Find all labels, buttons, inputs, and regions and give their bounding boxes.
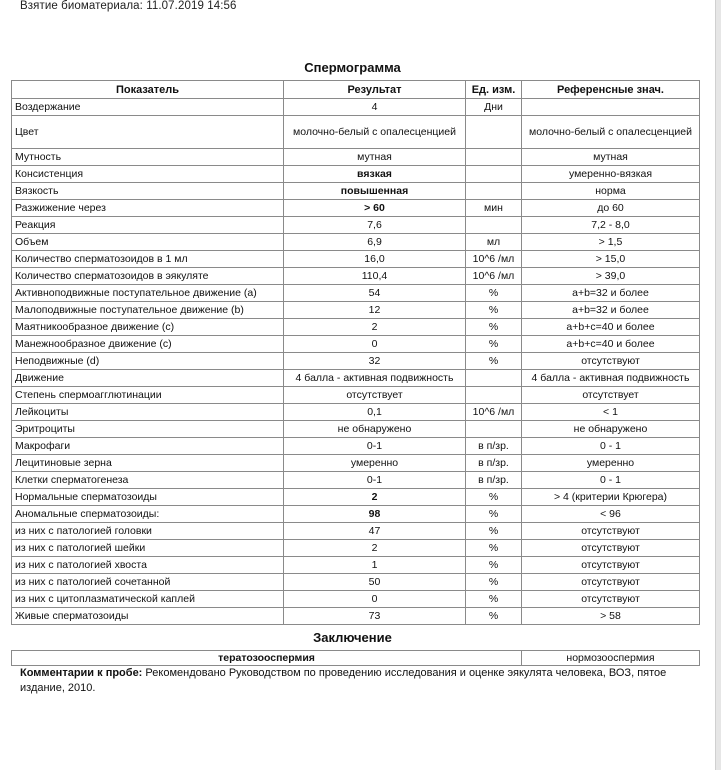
result-cell: 54 — [284, 285, 466, 302]
indicator-cell: из них с патологией сочетанной — [12, 574, 284, 591]
reference-cell: a+b+c=40 и более — [522, 319, 700, 336]
indicator-cell: Объем — [12, 234, 284, 251]
indicator-cell: Неподвижные (d) — [12, 353, 284, 370]
comment-text: Рекомендовано Руководством по проведению исследования и оценке эякулята человека, ВОЗ, пятое издание, 2010. — [20, 667, 667, 694]
reference-cell: > 58 — [522, 608, 700, 625]
indicator-cell: Макрофаги — [12, 438, 284, 455]
table-row — [12, 472, 700, 489]
comment-label: Комментарии к пробе: — [20, 667, 143, 679]
unit-cell — [466, 421, 522, 438]
table-row — [12, 217, 700, 234]
table-row — [12, 251, 700, 268]
result-cell: 50 — [284, 574, 466, 591]
reference-cell — [522, 99, 700, 116]
unit-cell — [466, 217, 522, 234]
result-cell: 0,1 — [284, 404, 466, 421]
indicator-cell: Разжижение через — [12, 200, 284, 217]
column-header-unit: Ед. изм. — [466, 81, 522, 99]
result-cell: отсутствует — [284, 387, 466, 404]
result-cell: 98 — [284, 506, 466, 523]
unit-cell: % — [466, 540, 522, 557]
indicator-cell: Реакция — [12, 217, 284, 234]
conclusion-reference: нормозооспермия — [522, 651, 700, 666]
indicator-cell: из них с патологией головки — [12, 523, 284, 540]
column-header-reference: Референсные знач. — [522, 81, 700, 99]
result-cell: 1 — [284, 557, 466, 574]
reference-cell: отсутствуют — [522, 353, 700, 370]
reference-cell: отсутствуют — [522, 523, 700, 540]
indicator-cell: из них с патологией хвоста — [12, 557, 284, 574]
table-row — [12, 591, 700, 608]
unit-cell: % — [466, 319, 522, 336]
reference-cell: < 1 — [522, 404, 700, 421]
result-cell: 2 — [284, 489, 466, 506]
unit-cell: Дни — [466, 99, 522, 116]
unit-cell: в п/зр. — [466, 438, 522, 455]
reference-cell: не обнаружено — [522, 421, 700, 438]
reference-cell: отсутствуют — [522, 574, 700, 591]
indicator-cell: Степень спермоагглютинации — [12, 387, 284, 404]
spermogram-table — [11, 80, 700, 625]
indicator-cell: Воздержание — [12, 99, 284, 116]
table-row — [12, 285, 700, 302]
table-row — [12, 183, 700, 200]
unit-cell: 10^6 /мл — [466, 251, 522, 268]
unit-cell: мл — [466, 234, 522, 251]
indicator-cell: Маятникообразное движение (c) — [12, 319, 284, 336]
table-row — [12, 557, 700, 574]
table-row — [12, 438, 700, 455]
indicator-cell: Клетки сперматогенеза — [12, 472, 284, 489]
table-row — [12, 506, 700, 523]
result-cell: 0-1 — [284, 472, 466, 489]
reference-cell: 4 балла - активная подвижность — [522, 370, 700, 387]
table-row — [12, 336, 700, 353]
column-header-result: Результат — [284, 81, 466, 99]
reference-cell: отсутствует — [522, 387, 700, 404]
unit-cell: % — [466, 285, 522, 302]
result-cell: 16,0 — [284, 251, 466, 268]
result-cell: 7,6 — [284, 217, 466, 234]
table-row — [12, 319, 700, 336]
table-row — [12, 455, 700, 472]
indicator-cell: Малоподвижные поступательное движение (b) — [12, 302, 284, 319]
indicator-cell: Лецитиновые зерна — [12, 455, 284, 472]
result-cell: 0 — [284, 336, 466, 353]
indicator-cell: из них с патологией шейки — [12, 540, 284, 557]
table-row — [12, 200, 700, 217]
indicator-cell: Аномальные сперматозоиды: — [12, 506, 284, 523]
reference-cell: a+b+c=40 и более — [522, 336, 700, 353]
report-title: Спермограмма — [304, 60, 401, 75]
reference-cell: умеренно — [522, 455, 700, 472]
reference-cell: молочно-белый с опалесценцией — [522, 116, 700, 149]
sample-taken-datetime: Взятие биоматериала: 11.07.2019 14:56 — [20, 0, 237, 12]
conclusion-title: Заключение — [313, 630, 392, 645]
table-row — [12, 234, 700, 251]
sample-comment — [20, 666, 690, 696]
unit-cell — [466, 183, 522, 200]
unit-cell: мин — [466, 200, 522, 217]
conclusion-table — [11, 650, 700, 666]
unit-cell — [466, 166, 522, 183]
table-row — [12, 489, 700, 506]
indicator-cell: Количество сперматозоидов в эякуляте — [12, 268, 284, 285]
table-header-row — [12, 81, 700, 99]
reference-cell: 0 - 1 — [522, 438, 700, 455]
unit-cell: % — [466, 591, 522, 608]
unit-cell: % — [466, 336, 522, 353]
indicator-cell: Консистенция — [12, 166, 284, 183]
table-row — [12, 370, 700, 387]
result-cell: молочно-белый с опалесценцией — [284, 116, 466, 149]
unit-cell: % — [466, 506, 522, 523]
result-cell: 4 балла - активная подвижность — [284, 370, 466, 387]
table-row — [12, 387, 700, 404]
indicator-cell: Активноподвижные поступательное движение (a) — [12, 285, 284, 302]
result-cell: 32 — [284, 353, 466, 370]
unit-cell: 10^6 /мл — [466, 268, 522, 285]
indicator-cell: Цвет — [12, 116, 284, 149]
table-row — [12, 99, 700, 116]
result-cell: 47 — [284, 523, 466, 540]
table-row — [12, 421, 700, 438]
result-cell: 12 — [284, 302, 466, 319]
result-cell: 2 — [284, 540, 466, 557]
unit-cell: % — [466, 608, 522, 625]
unit-cell: % — [466, 353, 522, 370]
result-cell: 4 — [284, 99, 466, 116]
result-cell: 73 — [284, 608, 466, 625]
result-cell: вязкая — [284, 166, 466, 183]
indicator-cell: из них с цитоплазматической каплей — [12, 591, 284, 608]
conclusion-result: тератозооспермия — [12, 651, 522, 666]
unit-cell: 10^6 /мл — [466, 404, 522, 421]
indicator-cell: Мутность — [12, 149, 284, 166]
indicator-cell: Живые сперматозоиды — [12, 608, 284, 625]
reference-cell: отсутствуют — [522, 540, 700, 557]
result-cell: умеренно — [284, 455, 466, 472]
table-row — [12, 149, 700, 166]
unit-cell — [466, 149, 522, 166]
reference-cell: > 39,0 — [522, 268, 700, 285]
result-cell: 0-1 — [284, 438, 466, 455]
indicator-cell: Эритроциты — [12, 421, 284, 438]
result-cell: 0 — [284, 591, 466, 608]
reference-cell: мутная — [522, 149, 700, 166]
result-cell: повышенная — [284, 183, 466, 200]
table-row — [12, 404, 700, 421]
unit-cell: % — [466, 574, 522, 591]
table-row — [12, 166, 700, 183]
unit-cell — [466, 370, 522, 387]
result-cell: 110,4 — [284, 268, 466, 285]
reference-cell: до 60 — [522, 200, 700, 217]
unit-cell: % — [466, 302, 522, 319]
indicator-cell: Количество сперматозоидов в 1 мл — [12, 251, 284, 268]
page-edge-strip — [715, 0, 721, 770]
reference-cell: 7,2 - 8,0 — [522, 217, 700, 234]
indicator-cell: Манежнообразное движение (c) — [12, 336, 284, 353]
table-row — [12, 540, 700, 557]
table-row — [12, 353, 700, 370]
reference-cell: > 1,5 — [522, 234, 700, 251]
reference-cell: < 96 — [522, 506, 700, 523]
result-cell: мутная — [284, 149, 466, 166]
reference-cell: a+b=32 и более — [522, 302, 700, 319]
unit-cell — [466, 387, 522, 404]
unit-cell: в п/зр. — [466, 455, 522, 472]
unit-cell: % — [466, 557, 522, 574]
table-row — [12, 302, 700, 319]
reference-cell: отсутствуют — [522, 591, 700, 608]
indicator-cell: Нормальные сперматозоиды — [12, 489, 284, 506]
result-cell: > 60 — [284, 200, 466, 217]
unit-cell — [466, 116, 522, 149]
result-cell: 6,9 — [284, 234, 466, 251]
table-row — [12, 574, 700, 591]
reference-cell: умеренно-вязкая — [522, 166, 700, 183]
column-header-indicator: Показатель — [12, 81, 284, 99]
indicator-cell: Вязкость — [12, 183, 284, 200]
indicator-cell: Движение — [12, 370, 284, 387]
table-row — [12, 268, 700, 285]
reference-cell: 0 - 1 — [522, 472, 700, 489]
reference-cell: отсутствуют — [522, 557, 700, 574]
unit-cell: % — [466, 489, 522, 506]
unit-cell: % — [466, 523, 522, 540]
result-cell: 2 — [284, 319, 466, 336]
reference-cell: > 15,0 — [522, 251, 700, 268]
indicator-cell: Лейкоциты — [12, 404, 284, 421]
reference-cell: норма — [522, 183, 700, 200]
table-row — [12, 523, 700, 540]
conclusion-row — [12, 651, 700, 666]
table-row — [12, 116, 700, 149]
unit-cell: в п/зр. — [466, 472, 522, 489]
reference-cell: a+b=32 и более — [522, 285, 700, 302]
reference-cell: > 4 (критерии Крюгера) — [522, 489, 700, 506]
table-row — [12, 608, 700, 625]
result-cell: не обнаружено — [284, 421, 466, 438]
